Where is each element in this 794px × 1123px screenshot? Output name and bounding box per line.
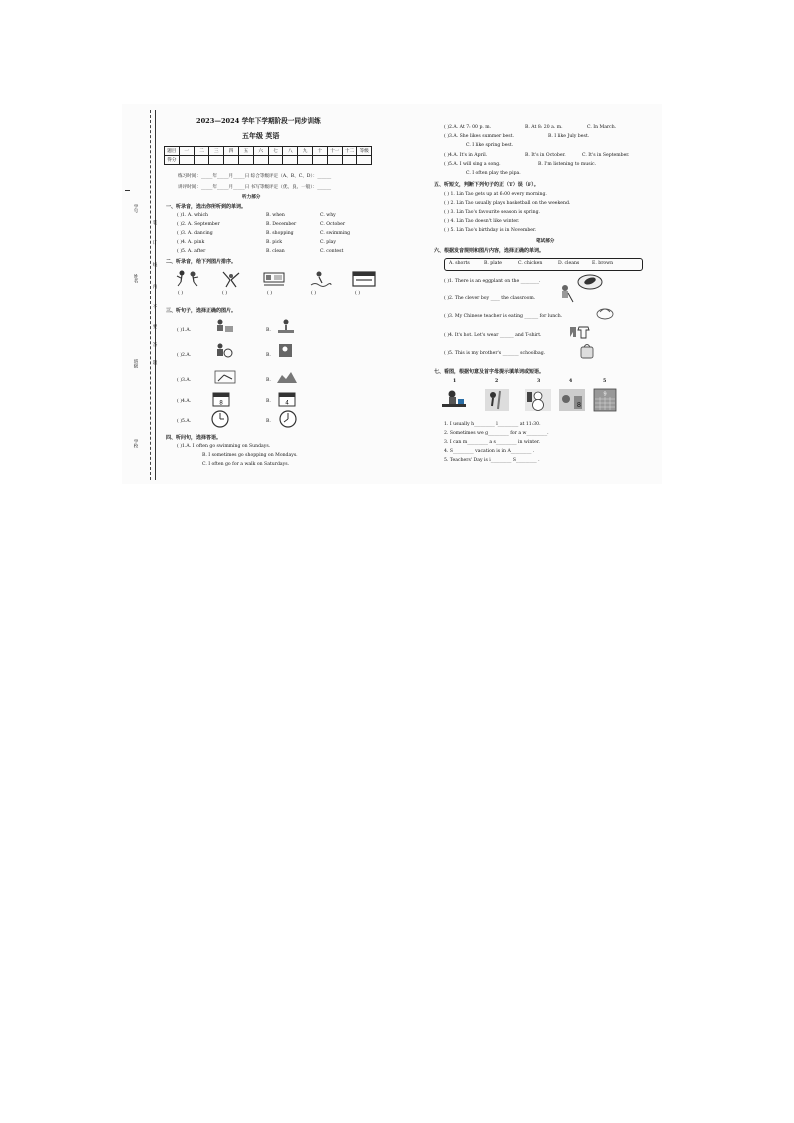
s3-q1-a: ( )1.A.	[177, 328, 192, 333]
s4-q4-a: ( )4.A. It's in April.	[444, 153, 488, 158]
margin-hint-char: 装	[152, 220, 157, 225]
s1-q1-b: B. when	[266, 213, 285, 218]
section3-heading: 三、听句子，选择正确的图片。	[166, 308, 237, 314]
s4-q5-a: ( )5.A. I will sing a song.	[444, 162, 501, 167]
score-input[interactable]	[327, 156, 342, 165]
s2-bracket-2[interactable]: ( )	[222, 291, 228, 296]
s3-q5-a-clock-picture	[210, 409, 230, 429]
s4-q1-a: ( )1.A. I often go swimming on Sundays.	[177, 444, 271, 449]
margin-hint-char: 内	[152, 284, 157, 289]
s2-bracket-5[interactable]: ( )	[355, 291, 361, 296]
s3-q3-b: B.	[266, 378, 271, 383]
s7-number-3: 3	[537, 379, 541, 384]
score-cell: 五	[238, 147, 253, 156]
s3-q3-a-picture	[214, 369, 236, 385]
s7-item-3: 3. I can m_________ a s_________ in winter.	[444, 440, 540, 445]
calendar-picture	[352, 270, 376, 287]
binding-solid-line	[155, 110, 156, 480]
shorts-tshirt-picture	[568, 324, 590, 340]
margin-label-school: 学校	[133, 439, 138, 448]
page-subtitle: 五年级 英语	[242, 131, 280, 140]
s7-item-1: 1. I usually h_________ l_________ at 11:30.	[444, 422, 541, 427]
s4-q5-c: C. I often play the pipa.	[466, 171, 521, 176]
s6-option-c: C. chicken	[518, 261, 543, 266]
score-input[interactable]	[312, 156, 327, 165]
walk-picture	[484, 388, 510, 412]
s6-option-e: E. brown	[592, 261, 614, 266]
september-calendar-picture	[593, 388, 617, 412]
s3-q4-a-calendar-picture	[212, 391, 230, 407]
s1-q3-b: B. shopping	[266, 231, 294, 236]
s7-item-5: 5. Teachers' Day is i_________ S_________ .	[444, 458, 540, 463]
score-cell: 三	[209, 147, 224, 156]
s1-q2-a: ( )2. A. September	[177, 222, 220, 227]
score-cell: 十一	[327, 147, 342, 156]
margin-hint-char: 订	[152, 240, 157, 245]
score-table	[164, 146, 372, 165]
s6-item-3: ( )3. My Chinese teacher is eating ______ for lunch.	[444, 314, 563, 319]
s4-q4-c: C. It's in September.	[582, 153, 630, 158]
s6-item-4: ( )4. It's hot. Let's wear ______ and T-shirt.	[444, 333, 542, 338]
s7-item-2: 2. Sometimes we g_________ for a w_________.	[444, 431, 549, 436]
s3-q4-b-calendar-picture	[278, 391, 296, 407]
s3-q1-b-picture	[276, 318, 296, 334]
score-cell: 二	[194, 147, 209, 156]
score-cell: 十	[312, 147, 327, 156]
s4-q1-b: B. I sometimes go shopping on Mondays.	[202, 453, 298, 458]
s5-item-4: ( ) 4. Lin Tao doesn't like winter.	[444, 219, 520, 224]
margin-hint-char: 答	[152, 342, 157, 347]
score-input[interactable]	[298, 156, 313, 165]
listening-part-label: 听力部分	[242, 195, 261, 200]
score-cell: 一	[179, 147, 194, 156]
s3-q2-b: B.	[266, 353, 271, 358]
section2-heading: 二、听录音，给下列图片排序。	[166, 259, 237, 265]
s4-q3-a: ( )3.A. She likes summer best.	[444, 134, 514, 139]
section6-heading: 六、根据发音规则和图片内容，选择正确的单词。	[434, 248, 545, 254]
s1-q5-c: C. contest	[320, 249, 344, 254]
s2-bracket-1[interactable]: ( )	[178, 291, 184, 296]
margin-underline	[125, 190, 130, 191]
review-time-line: 讲评时间：_____年_____月_____日 书写等级评定（优、良、一般）：______	[178, 185, 332, 190]
eggplant-plate-picture	[577, 272, 603, 290]
score-cell: 八	[283, 147, 298, 156]
s1-q1-c: C. why	[320, 213, 336, 218]
score-cell: 等级	[357, 147, 372, 156]
s3-q4-b: B.	[266, 399, 271, 404]
s3-q2-a: ( )2.A.	[177, 353, 192, 358]
binding-dashed-line	[150, 110, 151, 480]
svg-text:8: 8	[577, 402, 581, 409]
s2-bracket-4[interactable]: ( )	[311, 291, 317, 296]
margin-hint-char: 要	[152, 324, 157, 329]
margin-label-id: 学号	[133, 204, 138, 213]
s5-item-3: ( ) 3. Lin Tao's favourite season is spring.	[444, 210, 540, 215]
s4-q5-b: B. I'm listening to music.	[538, 162, 597, 167]
score-cell: 得分	[165, 156, 180, 165]
margin-hint-char: 线	[152, 262, 157, 267]
score-cell: 十二	[342, 147, 357, 156]
exam-sheet	[122, 104, 662, 484]
s6-item-2: ( )2. The clever boy ____ the classroom.	[444, 296, 536, 301]
s4-q1-c: C. I often go for a walk on Saturdays.	[202, 462, 290, 467]
score-cell: 七	[268, 147, 283, 156]
s1-q4-b: B. pick	[266, 240, 283, 245]
score-input[interactable]	[342, 156, 357, 165]
score-input[interactable]	[194, 156, 209, 165]
s4-q2-c: C. In March.	[587, 125, 617, 130]
s3-q2-a-picture	[214, 342, 234, 360]
margin-hint-char: 题	[152, 360, 157, 365]
s4-q2-a: ( )2.A. At 7: 00 p. m.	[444, 125, 492, 130]
schoolbag-picture	[578, 342, 596, 360]
s7-number-1: 1	[453, 379, 457, 384]
practice-time-line: 练习时间：_____年_____月_____日 综合等级评定（A、B、C、D）：______	[178, 174, 332, 179]
s3-q5-b-clock-picture	[278, 409, 298, 429]
section1-heading: 一、听录音，选出你所听到的单词。	[166, 204, 247, 210]
s3-q1-b: B.	[266, 328, 271, 333]
section7-heading: 七、看图，根据句意及首字母提示填单词或短语。	[434, 369, 545, 375]
s6-option-a: A. shorts	[449, 261, 470, 266]
september-calendar-month: 9	[603, 391, 607, 398]
section5-heading: 五、听短文，判断下列句子的正（T）误（F）。	[434, 182, 539, 188]
s7-number-5: 5	[603, 379, 607, 384]
s3-q4-a-calendar-number: 8	[219, 400, 223, 407]
s4-q2-b: B. At 8: 20 a. m.	[525, 125, 563, 130]
score-cell: 六	[253, 147, 268, 156]
score-cell: 九	[298, 147, 313, 156]
s3-q3-a: ( )3.A.	[177, 378, 192, 383]
score-input[interactable]	[179, 156, 194, 165]
s1-q4-c: C. play	[320, 240, 337, 245]
boy-cleaning-picture	[558, 284, 574, 304]
s1-q1-a: ( )1. A. which	[177, 213, 209, 218]
dancing-picture	[220, 270, 242, 288]
lunch-picture	[440, 388, 468, 412]
score-input[interactable]	[253, 156, 268, 165]
s1-q3-a: ( )3. A. dancing	[177, 231, 213, 236]
s5-item-2: ( ) 2. Lin Tao usually plays basketball on the weekend.	[444, 201, 571, 206]
score-input[interactable]	[357, 156, 372, 165]
s4-q3-b: B. I like July best.	[548, 134, 590, 139]
section4-heading: 四、听问句，选择答语。	[166, 435, 222, 441]
s3-q4-b-calendar-number: 4	[285, 400, 289, 407]
s4-q3-c: C. I like spring best.	[466, 143, 514, 148]
shopping-picture	[262, 269, 286, 287]
margin-hint-char: 不	[152, 304, 157, 309]
s3-q1-a-picture	[214, 318, 234, 334]
score-cell: 题目	[165, 147, 180, 156]
s1-q4-a: ( )4. A. pink	[177, 240, 205, 245]
margin-label-class: 班级	[133, 359, 138, 368]
s6-item-5: ( )5. This is my brother's _______ schoolbag.	[444, 351, 546, 356]
written-part-label: 笔试部分	[536, 239, 555, 244]
s5-item-1: ( ) 1. Lin Tao gets up at 6:00 every morning.	[444, 192, 547, 197]
score-input[interactable]	[209, 156, 224, 165]
score-input[interactable]	[238, 156, 253, 165]
swimming-picture	[310, 270, 332, 288]
s1-q2-b: B. December	[266, 222, 297, 227]
s2-bracket-3[interactable]: ( )	[267, 291, 273, 296]
s3-q2-b-picture	[276, 342, 296, 360]
page-title: 2023—2024 学年下学期阶段一同步训练	[196, 117, 321, 125]
s3-q4-a: ( )4.A.	[177, 399, 192, 404]
score-input[interactable]	[268, 156, 283, 165]
s3-q3-b-picture	[276, 369, 298, 385]
score-cell: 四	[224, 147, 239, 156]
s5-item-5: ( ) 5. Lin Tao's birthday is in November.	[444, 228, 537, 233]
s7-number-2: 2	[495, 379, 499, 384]
s7-item-4: 4. S_________ vacation is in A_________ .	[444, 449, 535, 454]
s4-q4-b: B. It's in October.	[525, 153, 566, 158]
kids-playing-picture	[176, 269, 200, 287]
s7-number-4: 4	[569, 379, 573, 384]
s1-q3-c: C. swimming	[320, 231, 351, 236]
s6-option-b: B. plate	[484, 261, 503, 266]
score-input[interactable]	[224, 156, 239, 165]
s6-option-box	[444, 258, 643, 271]
s1-q5-b: B. clean	[266, 249, 285, 254]
s3-q5-b: B.	[266, 419, 271, 424]
s3-q5-a: ( )5.A.	[177, 419, 192, 424]
s6-option-d: D. cleans	[558, 261, 580, 266]
chicken-picture	[594, 302, 616, 322]
snowman-picture	[524, 388, 552, 412]
margin-label-name: 姓名	[133, 274, 138, 283]
s6-item-1: ( )1. There is an eggplant on the ________.	[444, 279, 541, 284]
summer-picture	[558, 388, 586, 412]
s1-q5-a: ( )5. A. after	[177, 249, 206, 254]
s1-q2-c: C. October	[320, 222, 346, 227]
score-input[interactable]	[283, 156, 298, 165]
